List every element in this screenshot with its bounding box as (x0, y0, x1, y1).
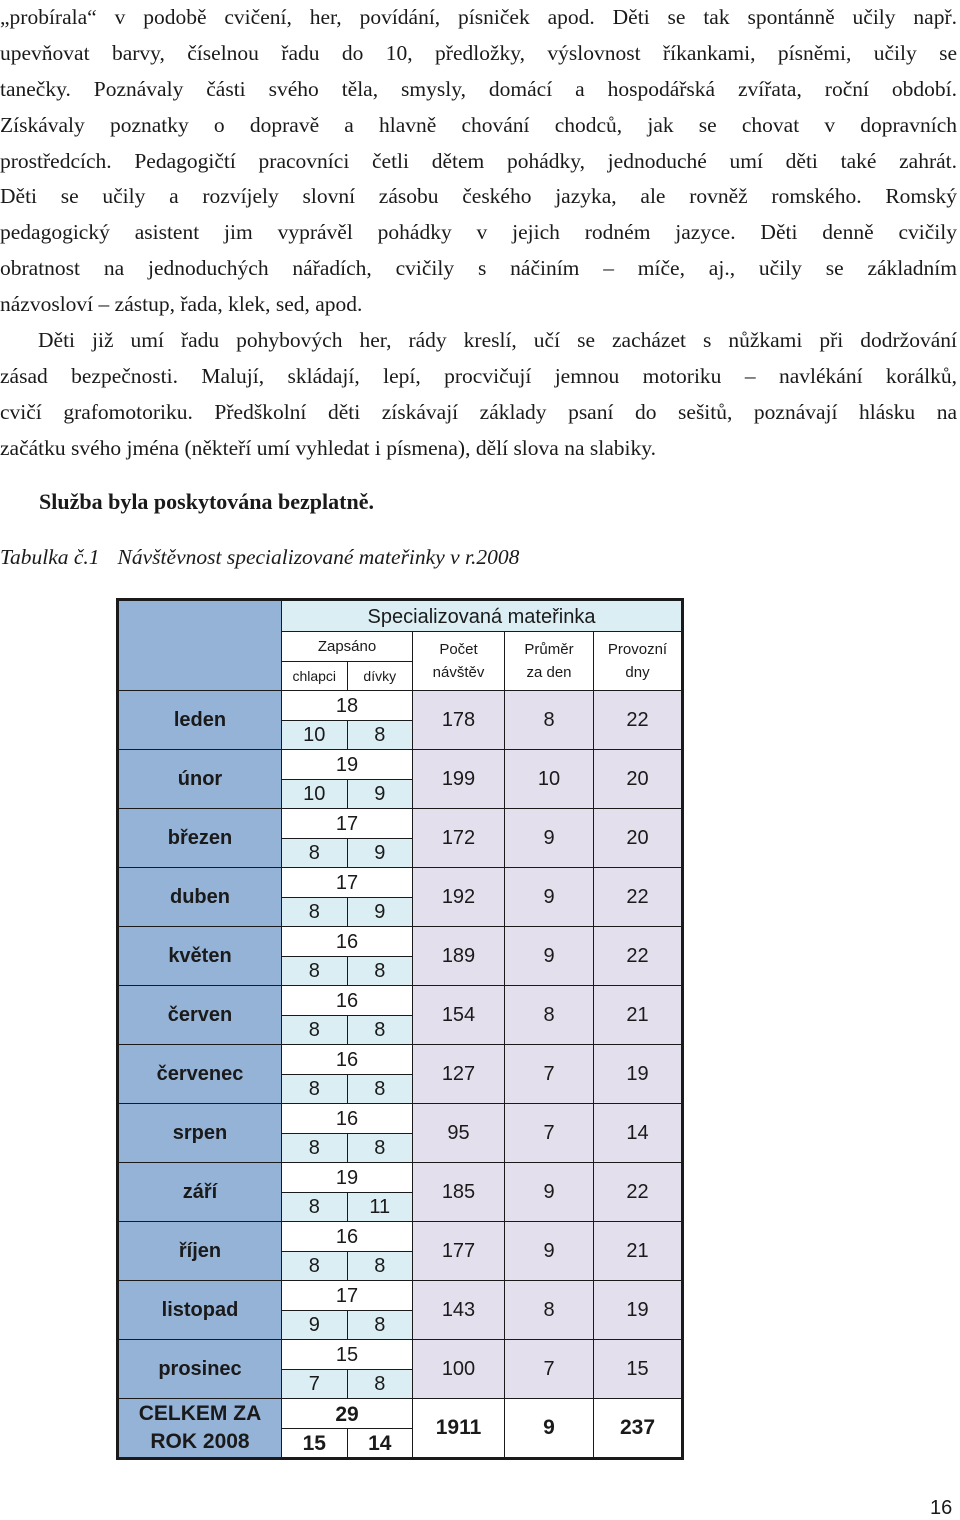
table-row (118, 868, 683, 927)
navstevy-value: 100 (413, 1340, 505, 1399)
zapsano-value: 19 (282, 1163, 412, 1193)
navstevy-value: 192 (413, 868, 505, 927)
zapsano-cell (282, 691, 413, 750)
navstevy-value: 127 (413, 1045, 505, 1104)
dny-value: 21 (594, 986, 683, 1045)
zapsano-cell (282, 1340, 413, 1399)
header-prumer (505, 632, 594, 691)
table-row-total (118, 1399, 683, 1459)
zapsano-cell (282, 1281, 413, 1340)
table-row (118, 986, 683, 1045)
total-prumer: 9 (505, 1399, 594, 1459)
chlapci-value: 8 (282, 1075, 348, 1104)
divky-value: 8 (374, 960, 386, 982)
chlapci-value: 8 (282, 957, 348, 986)
dny-value: 21 (594, 1222, 683, 1281)
paragraph-line: prostředcích. Pedagogičtí pracovníci četli dětem pohádky, jednoduché umí děti také zahrát. (0, 148, 957, 173)
body-text (0, 0, 957, 467)
prumer-value: 9 (505, 927, 594, 986)
month-label: duben (118, 868, 282, 927)
table-header (118, 600, 683, 691)
header-corner (118, 600, 282, 691)
total-zapsano-cell (282, 1399, 413, 1459)
month-label: květen (118, 927, 282, 986)
navstevy-value: 172 (413, 809, 505, 868)
zapsano-value: 17 (282, 809, 412, 839)
table-row (118, 1222, 683, 1281)
table-row (118, 927, 683, 986)
navstevy-value: 189 (413, 927, 505, 986)
divky-value: 8 (374, 1314, 386, 1336)
prumer-value: 9 (505, 809, 594, 868)
caption-title: Návštěvnost specializované mateřinky v r.2008 (117, 545, 520, 569)
total-chlapci: 15 (282, 1429, 348, 1458)
month-label: listopad (118, 1281, 282, 1340)
total-divky: 14 (368, 1432, 392, 1455)
zapsano-value: 19 (282, 750, 412, 780)
navstevy-value: 185 (413, 1163, 505, 1222)
paragraph-line: Děti již umí řadu pohybových her, rády kreslí, učí se zacházet s nůžkami při dodržování (38, 328, 957, 353)
table-row (118, 750, 683, 809)
prumer-value: 7 (505, 1104, 594, 1163)
dny-value: 19 (594, 1045, 683, 1104)
table-footer (118, 1399, 683, 1459)
table-row (118, 809, 683, 868)
table-row (118, 1045, 683, 1104)
chlapci-value: 9 (282, 1311, 348, 1340)
month-label: říjen (118, 1222, 282, 1281)
navstevy-value: 154 (413, 986, 505, 1045)
zapsano-value: 16 (282, 1045, 412, 1075)
divky-value: 8 (374, 1019, 386, 1041)
month-label: prosinec (118, 1340, 282, 1399)
total-dny: 237 (594, 1399, 683, 1459)
prumer-value: 8 (505, 1281, 594, 1340)
paragraph-line: upevňovat barvy, číselnou řadu do 10, předložky, výslovnost říkankami, písněmi, učily se (0, 40, 957, 65)
header-provozni-line2: dny (625, 664, 650, 681)
dny-value: 15 (594, 1340, 683, 1399)
total-zapsano: 29 (282, 1399, 412, 1429)
zapsano-cell (282, 750, 413, 809)
prumer-value: 10 (505, 750, 594, 809)
header-pocet-line2: návštěv (432, 664, 485, 681)
zapsano-value: 18 (282, 691, 412, 721)
table-row (118, 1281, 683, 1340)
caption-label: Tabulka č.1 (0, 545, 100, 569)
navstevy-value: 95 (413, 1104, 505, 1163)
dny-value: 22 (594, 691, 683, 750)
paragraph-line: Získávaly poznatky o dopravě a hlavně chování chodců, jak se chovat v dopravních (0, 112, 957, 137)
zapsano-value: 15 (282, 1340, 412, 1370)
prumer-value: 7 (505, 1045, 594, 1104)
table-row (118, 1104, 683, 1163)
total-label-line1: CELKEM ZA (138, 1402, 262, 1425)
navstevy-value: 177 (413, 1222, 505, 1281)
chlapci-value: 8 (282, 1016, 348, 1045)
total-label-line2: ROK 2008 (150, 1430, 250, 1453)
dny-value: 22 (594, 868, 683, 927)
table-body (118, 691, 683, 1399)
table-row (118, 1163, 683, 1222)
total-label (118, 1399, 282, 1459)
chlapci-value: 10 (282, 780, 348, 809)
paragraph-line: zásad bezpečnosti. Malují, skládají, lepí, procvičují jemnou motoriku – navlékání korálků, (0, 363, 957, 388)
zapsano-cell (282, 927, 413, 986)
prumer-value: 7 (505, 1340, 594, 1399)
chlapci-value: 10 (282, 721, 348, 750)
divky-value: 9 (374, 901, 386, 923)
header-pocet-line1: Počet (439, 641, 478, 658)
paragraph-line: „probírala“ v podobě cvičení, her, povídání, písniček apod. Děti se tak spontánně učily např. (0, 5, 957, 29)
table-row (118, 1340, 683, 1399)
header-prumer-line2: za den (526, 664, 572, 681)
dny-value: 20 (594, 750, 683, 809)
header-prumer-line1: Průměr (524, 641, 574, 658)
zapsano-value: 17 (282, 1281, 412, 1311)
month-label: únor (118, 750, 282, 809)
service-note: Služba byla poskytována bezplatně. (39, 489, 374, 514)
dny-value: 19 (594, 1281, 683, 1340)
dny-value: 22 (594, 1163, 683, 1222)
header-chlapci: chlapci (282, 662, 348, 691)
prumer-value: 9 (505, 1163, 594, 1222)
paragraph-1 (0, 0, 957, 323)
dny-value: 22 (594, 927, 683, 986)
zapsano-value: 16 (282, 1222, 412, 1252)
paragraph-line: názvosloví – zástup, řada, klek, sed, apod. (0, 292, 363, 317)
divky-value: 8 (374, 1373, 386, 1395)
navstevy-value: 178 (413, 691, 505, 750)
prumer-value: 8 (505, 691, 594, 750)
table-title: Specializovaná mateřinka (282, 600, 683, 632)
navstevy-value: 143 (413, 1281, 505, 1340)
month-label: srpen (118, 1104, 282, 1163)
total-navstevy: 1911 (413, 1399, 505, 1459)
divky-value: 9 (374, 842, 386, 864)
chlapci-value: 8 (282, 898, 348, 927)
month-label: březen (118, 809, 282, 868)
month-label: září (118, 1163, 282, 1222)
zapsano-value: 17 (282, 868, 412, 898)
month-label: červenec (118, 1045, 282, 1104)
header-divky: dívky (363, 668, 397, 684)
page-number: 16 (930, 1497, 953, 1519)
zapsano-cell (282, 809, 413, 868)
header-provozni-line1: Provozní (607, 641, 668, 658)
chlapci-value: 8 (282, 1193, 348, 1222)
divky-value: 8 (374, 1137, 386, 1159)
divky-value: 8 (374, 1255, 386, 1277)
header-zapsano-label: Zapsáno (282, 632, 412, 662)
header-zapsano (282, 632, 413, 691)
zapsano-value: 16 (282, 927, 412, 957)
dny-value: 14 (594, 1104, 683, 1163)
month-label: leden (118, 691, 282, 750)
zapsano-value: 16 (282, 986, 412, 1016)
zapsano-cell (282, 868, 413, 927)
prumer-value: 8 (505, 986, 594, 1045)
divky-value: 11 (369, 1196, 391, 1218)
divky-value: 8 (374, 1078, 386, 1100)
paragraph-line: pedagogický asistent jim vyprávěl pohádky v jejich rodném jazyce. Děti denně cvičily (0, 220, 957, 245)
month-label: červen (118, 986, 282, 1045)
header-pocet (413, 632, 505, 691)
table-caption (0, 540, 519, 574)
paragraph-line: obratnost na jednoduchých nářadích, cvičily s náčiním – míče, aj., učily se základním (0, 256, 957, 281)
chlapci-value: 8 (282, 839, 348, 868)
navstevy-value: 199 (413, 750, 505, 809)
table-row (118, 691, 683, 750)
zapsano-cell (282, 1104, 413, 1163)
zapsano-cell (282, 1222, 413, 1281)
paragraph-2 (0, 323, 957, 467)
chlapci-value: 8 (282, 1252, 348, 1281)
prumer-value: 9 (505, 1222, 594, 1281)
divky-value: 8 (374, 724, 386, 746)
zapsano-cell (282, 1045, 413, 1104)
header-provozni (594, 632, 683, 691)
dny-value: 20 (594, 809, 683, 868)
chlapci-value: 8 (282, 1134, 348, 1163)
zapsano-cell (282, 986, 413, 1045)
chlapci-value: 7 (282, 1370, 348, 1399)
zapsano-cell (282, 1163, 413, 1222)
paragraph-line: cvičí grafomotoriku. Předškolní děti získávají základy psaní do sešitů, poznávají hlásku na (0, 399, 957, 424)
attendance-table (116, 598, 684, 1460)
divky-value: 9 (374, 783, 386, 805)
paragraph-line: Děti se učily a rozvíjely slovní zásobu českého jazyka, ale rovněž romského. Romský (0, 184, 957, 209)
prumer-value: 9 (505, 868, 594, 927)
paragraph-line: tanečky. Poznávaly části svého těla, smysly, domácí a hospodářská zvířata, roční období. (0, 76, 957, 101)
paragraph-line: začátku svého jména (někteří umí vyhledat i písmena), dělí slova na slabiky. (0, 435, 656, 460)
zapsano-value: 16 (282, 1104, 412, 1134)
